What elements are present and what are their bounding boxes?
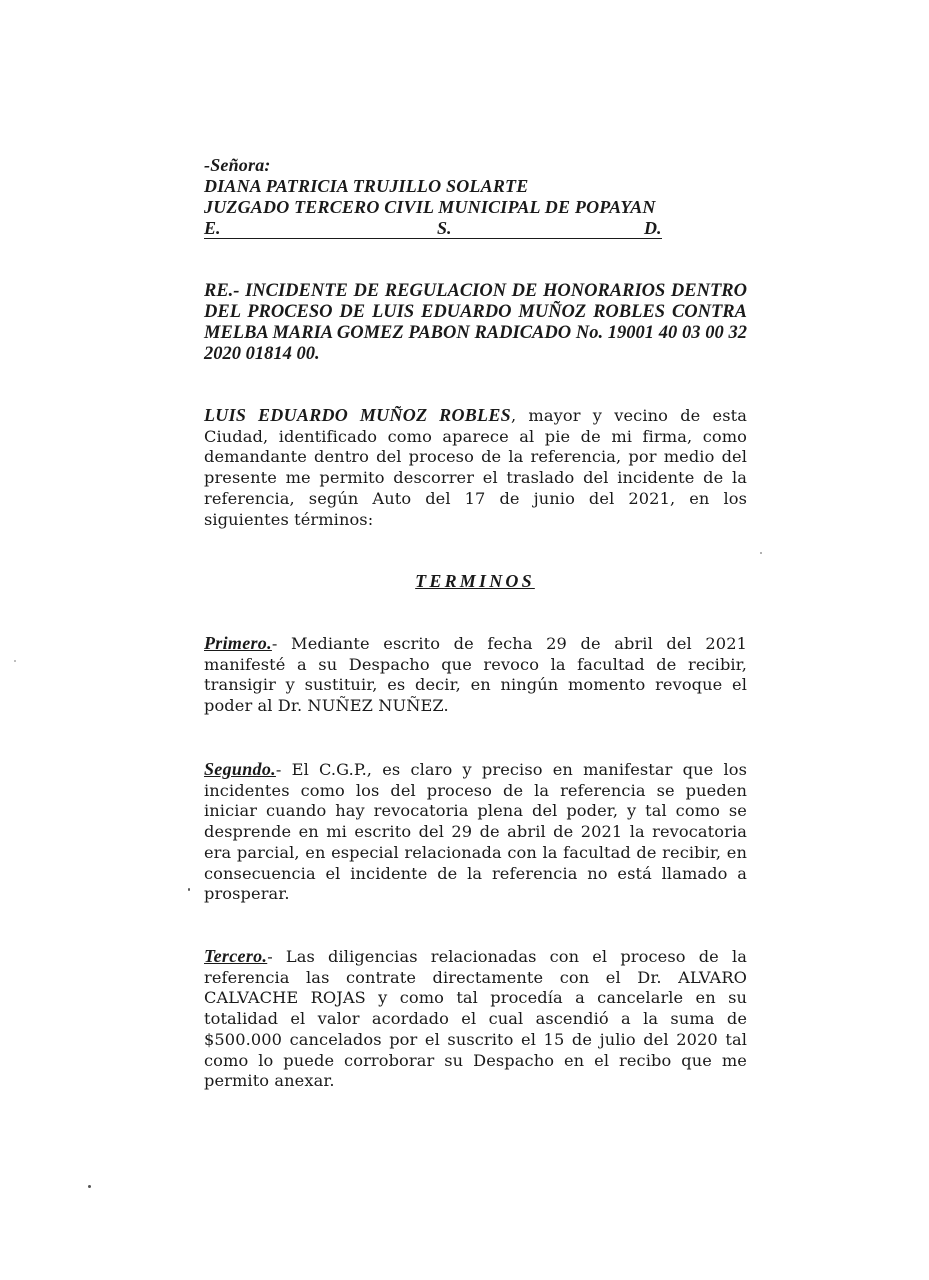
intro-paragraph (204, 405, 747, 530)
paragraph-text: - El C.G.P., es claro y preciso en manifestar que los incidentes como los del proceso de la referencia se pueden iniciar cuando hay revocatoria plena del poder, y tal como se desprende en mi escrito del 29 de abril de 2021 la revocatoria era parcial, en especial relacionada con la facultad de recibir, en consecuencia el incidente de la referencia no está llamado a prosperar. (204, 760, 747, 904)
scan-speck (188, 888, 190, 891)
scan-speck (760, 552, 762, 554)
court-name: JUZGADO TERCERO CIVIL MUNICIPAL DE POPAYAN (204, 197, 656, 217)
addressee-name: DIANA PATRICIA TRUJILLO SOLARTE (204, 176, 529, 196)
paragraph-lead: Segundo. (204, 759, 276, 779)
paragraph-primero (204, 633, 747, 717)
esd-d: D. (644, 218, 662, 238)
intro-name: LUIS EDUARDO MUÑOZ ROBLES (204, 405, 511, 425)
scan-speck (14, 660, 16, 662)
paragraph-lead: Tercero. (204, 946, 268, 966)
esd-s: S. (437, 218, 452, 238)
paragraph-segundo (204, 759, 747, 905)
paragraph-lead: Primero. (204, 633, 272, 653)
paragraph-text: - Mediante escrito de fecha 29 de abril del 2021 manifesté a su Despacho que revoco la facultad de recibir, transigir y sustituir, es decir, en ningún momento revoque el poder al Dr. NUÑEZ NUÑEZ. (204, 634, 747, 716)
scan-speck (88, 1185, 91, 1188)
section-title: TERMINOS (415, 571, 535, 591)
esd-e: E. (204, 218, 221, 238)
esd-line (204, 218, 662, 239)
addressee-block (204, 155, 747, 218)
intro-text: , mayor y vecino de esta Ciudad, identificado como aparece al pie de mi firma, como demandante dentro del proceso de la referencia, por medio del presente me permito descorrer el traslado del incidente de la referencia, según Auto del 17 de junio del 2021, en los siguientes términos: (204, 406, 748, 529)
reference-block: RE.- INCIDENTE DE REGULACION DE HONORARIOS DENTRO DEL PROCESO DE LUIS EDUARDO MUÑOZ ROBLES CONTRA MELBA MARIA GOMEZ PABON RADICADO No. 19001 40 03 00 32 2020 01814 00. (204, 281, 747, 364)
salutation: -Señora: (204, 155, 271, 175)
paragraph-text: - Las diligencias relacionadas con el proceso de la referencia las contrate directamente con el Dr. ALVARO CALVACHE ROJAS y como tal procedía a cancelarle en su totalidad el valor acordado el cual ascendió a la suma de $500.000 cancelados por el suscrito el 15 de julio del 2020 tal como lo puede corroborar su Despacho en el recibo que me permito anexar. (204, 947, 747, 1091)
paragraph-tercero (204, 946, 747, 1092)
